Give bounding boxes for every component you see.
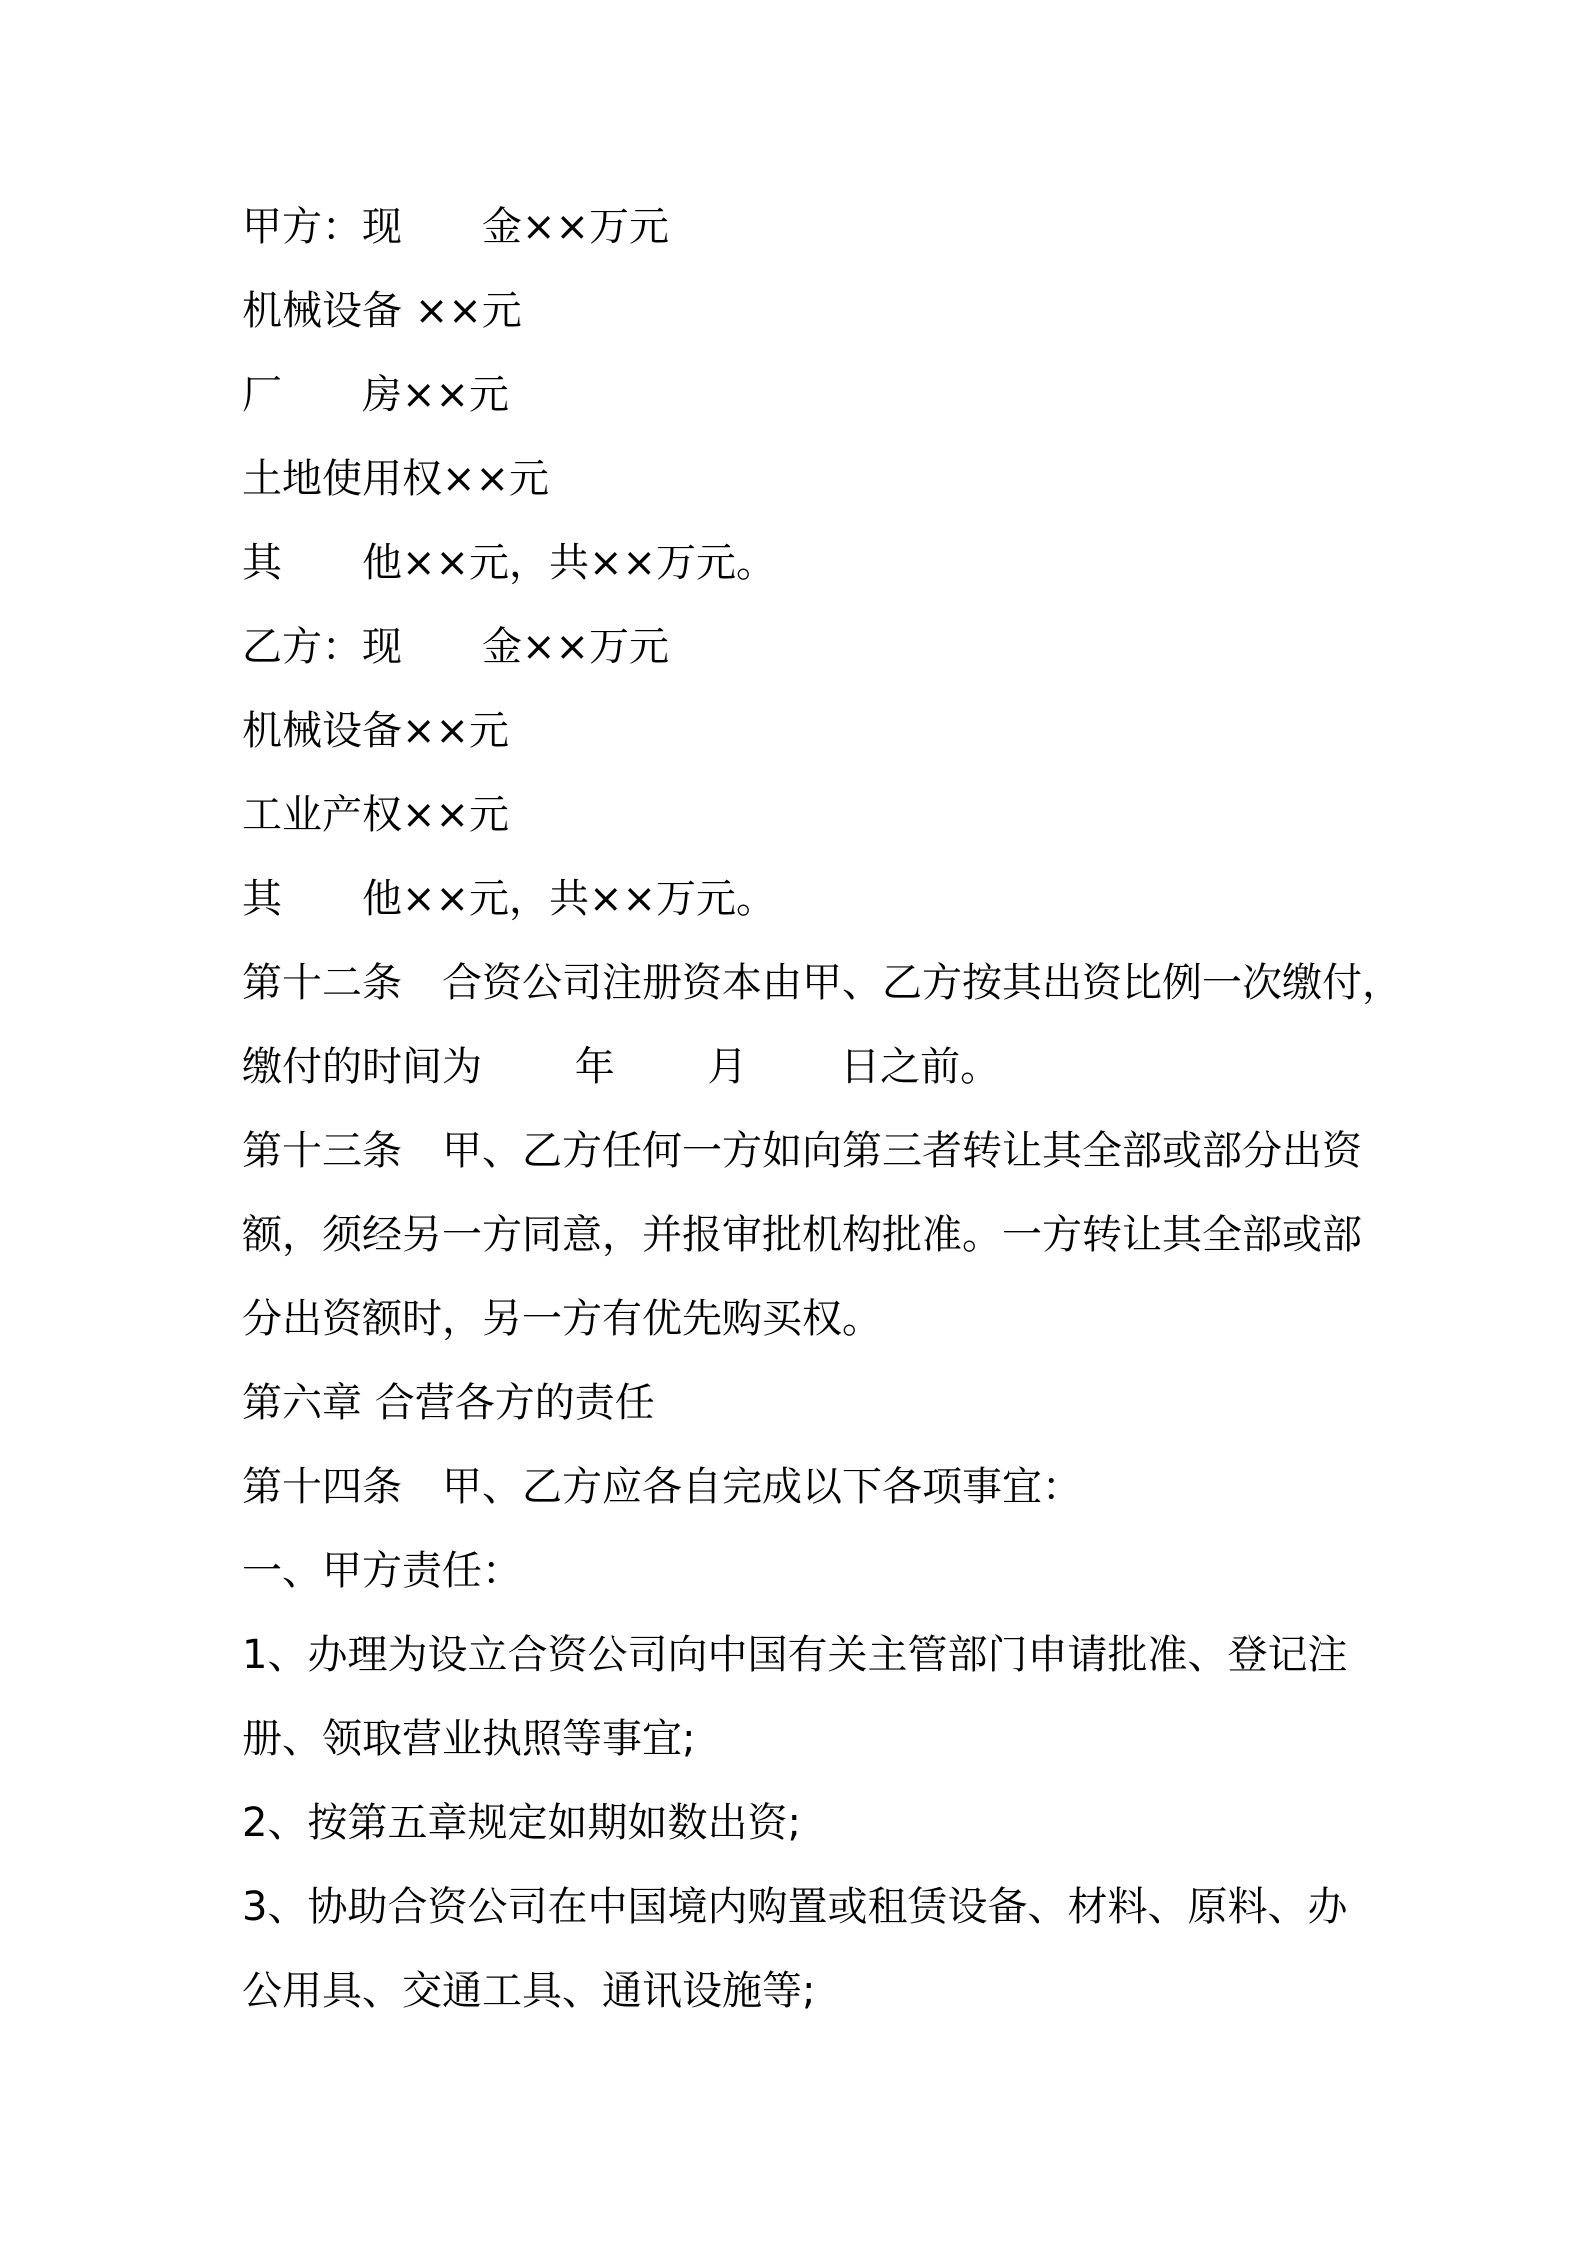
contribution-party-a-plant: 厂 房××元 bbox=[242, 372, 510, 418]
article-12-line-1: 第十二条 合资公司注册资本由甲、乙方按其出资比例一次缴付， bbox=[242, 960, 1402, 1006]
article-14-heading: 第十四条 甲、乙方应各自完成以下各项事宜： bbox=[242, 1464, 1082, 1510]
article-12-line-2: 缴付的时间为 年 月 日之前。 bbox=[242, 1044, 1001, 1090]
contribution-party-a-machinery: 机械设备 ××元 bbox=[242, 288, 522, 334]
contribution-party-b-industrial-property: 工业产权××元 bbox=[242, 792, 510, 838]
item-3-line-1: 3、协助合资公司在中国境内购置或租赁设备、材料、原料、办 bbox=[242, 1884, 1348, 1930]
contribution-party-b-cash: 乙方：现 金××万元 bbox=[242, 624, 670, 670]
item-1-line-1: 1、办理为设立合资公司向中国有关主管部门申请批准、登记注 bbox=[242, 1632, 1348, 1678]
contribution-party-a-other: 其 他××元，共××万元。 bbox=[242, 540, 777, 586]
article-13-line-2: 额，须经另一方同意，并报审批机构批准。一方转让其全部或部 bbox=[242, 1212, 1362, 1258]
chapter-6-heading: 第六章 合营各方的责任 bbox=[242, 1380, 655, 1426]
article-13-line-1: 第十三条 甲、乙方任何一方如向第三者转让其全部或部分出资 bbox=[242, 1128, 1362, 1174]
contribution-party-a-land-use-right: 土地使用权××元 bbox=[242, 456, 550, 502]
item-2: 2、按第五章规定如期如数出资; bbox=[242, 1800, 801, 1846]
party-a-responsibilities-heading: 一、甲方责任： bbox=[242, 1548, 522, 1594]
contribution-party-a-cash: 甲方：现 金××万元 bbox=[242, 204, 670, 250]
item-1-line-2: 册、领取营业执照等事宜; bbox=[242, 1716, 696, 1762]
item-3-line-2: 公用具、交通工具、通讯设施等; bbox=[242, 1968, 816, 2014]
contribution-party-b-other: 其 他××元，共××万元。 bbox=[242, 876, 777, 922]
article-13-line-3: 分出资额时，另一方有优先购买权。 bbox=[242, 1296, 882, 1342]
contribution-party-b-machinery: 机械设备××元 bbox=[242, 708, 510, 754]
